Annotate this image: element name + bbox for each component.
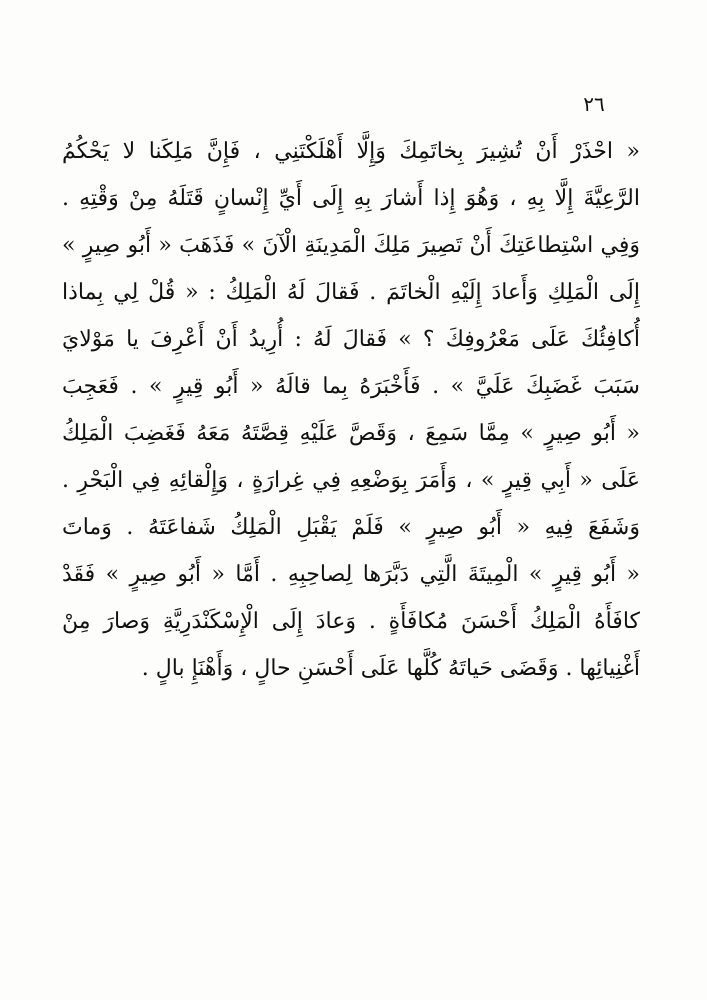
- text-line: الرَّعِيَّةَ إِلَّا بِهِ ، وَهُوَ إِذا أَشارَ بِهِ إِلَى أَيِّ إِنْسانٍ قَتَلَهُ مِنْ وَقْتِهِ .: [62, 186, 640, 211]
- text-line: « أَبُو صِيرٍ » مِمَّا سَمِعَ ، وَقَصَّ عَلَيْهِ قِصَّتَهُ مَعَهُ فَغَضِبَ الْمَلِكُ: [62, 421, 640, 446]
- text-line: عَلَى « أَبِي قِيرٍ » ، وَأَمَرَ بِوَضْعِهِ فِي غِرارَةٍ ، وَإِلْقائِهِ فِي الْبَحْرِ .: [62, 468, 640, 493]
- body-text: [62, 128, 640, 692]
- text-line: أُكافِئُكَ عَلَى مَعْرُوفِكَ ؟ » فَقالَ لَهُ : أُرِيدُ أَنْ أَعْرِفَ يا مَوْلايَ: [62, 327, 640, 352]
- text-line: « أَبُو قِيرٍ » الْمِيتَةَ الَّتِي دَبَّرَها لِصاحِبِهِ . أَمَّا « أَبُو صِيرٍ » فَقَدْ: [62, 562, 640, 587]
- text-line: كافَأَهُ الْمَلِكُ أَحْسَنَ مُكافَأَةٍ . وَعادَ إِلَى الْإِسْكَنْدَرِيَّةِ وَصارَ مِنْ: [62, 609, 640, 634]
- text-line: سَبَبَ غَضَبِكَ عَلَيَّ » . فَأَخْبَرَهُ بِما قالَهُ « أَبُو قِيرٍ » . فَعَجِبَ: [62, 374, 640, 399]
- page-number: ٢٦: [583, 92, 605, 116]
- text-line: وَشَفَعَ فِيهِ « أَبُو صِيرٍ » فَلَمْ يَقْبَلِ الْمَلِكُ شَفاعَتَهُ . وَماتَ: [62, 515, 640, 540]
- text-line: وَفِي اسْتِطاعَتِكَ أَنْ تَصِيرَ مَلِكَ الْمَدِينَةِ الْآنَ » فَذَهَبَ « أَبُو صِيرٍ »: [62, 233, 640, 258]
- text-line: « احْذَرْ أَنْ تُشِيرَ بِخاتَمِكَ وَإِلَّا أَهْلَكْتَنِي ، فَإِنَّ مَلِكَنا لا يَحْكُمُ: [62, 139, 640, 164]
- text-line: إِلَى الْمَلِكِ وَأَعادَ إِلَيْهِ الْخاتَمَ . فَقالَ لَهُ الْمَلِكُ : « قُلْ لِي بِماذا: [62, 280, 640, 305]
- text-line-last: أَغْنِيائِها . وَقَضَى حَياتَهُ كُلَّها عَلَى أَحْسَنِ حالٍ ، وَأَهْنَإِ بالٍ .: [141, 656, 640, 681]
